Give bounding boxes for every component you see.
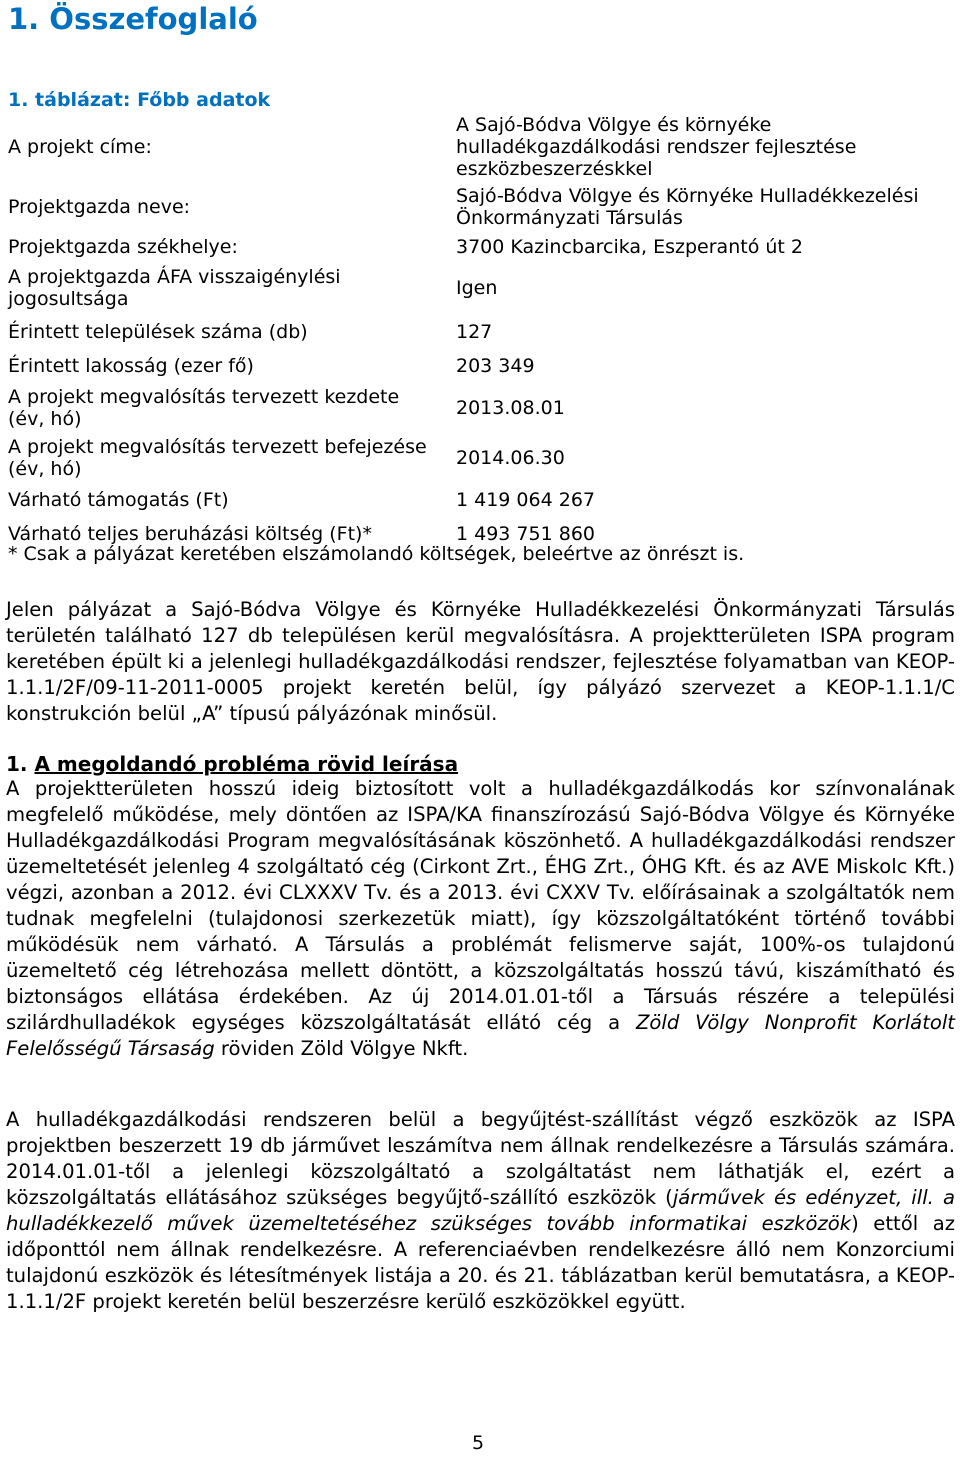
section-paragraph-2 [6, 1107, 955, 1315]
section-paragraph-1 [6, 776, 955, 1062]
row-value: Igen [456, 277, 498, 299]
row-value: 1 419 064 267 [456, 489, 596, 511]
row-label: Projektgazda neve: [8, 196, 191, 218]
row-label: Projektgazda székhelye: [8, 236, 238, 258]
italic-equipment-text: járművek és edényzet, ill. a hulladékkezelő művek üzemeltetéséhez szükséges tovább informatikai eszközök [6, 1186, 956, 1235]
page-number: 5 [472, 1432, 485, 1454]
table-row [8, 349, 958, 383]
section-title: A megoldandó probléma rövid leírása [34, 752, 459, 776]
row-label: Várható támogatás (Ft) [8, 489, 229, 511]
table-row [8, 261, 958, 315]
section-heading [6, 752, 458, 776]
row-value: 2013.08.01 [456, 397, 565, 419]
row-label: Várható teljes beruházási költség (Ft)* [8, 523, 372, 545]
section-number: 1. [6, 752, 28, 776]
page-title: 1. Összefoglaló [8, 2, 258, 36]
paragraph-text: ) ettől az időponttól nem állnak rendelkezésre. A referenciaévben rendelkezésre álló nem Konzorciumi tulajdonú eszközök és létesítmények listája a 20. és 21. táblázatban kerül bemutatásra, a KEOP-1.1.1/2F projekt keretén belül beszerzésre kerülő eszközökkel együtt. [6, 1212, 955, 1313]
row-label: A projekt megvalósítás tervezett befejezése (év, hó) [8, 436, 427, 480]
row-label: A projekt megvalósítás tervezett kezdete (év, hó) [8, 386, 400, 430]
table-row [8, 315, 958, 349]
row-value: Sajó-Bódva Völgye és Környéke Hulladékkezelési Önkormányzati Társulás [456, 185, 919, 229]
intro-paragraph: Jelen pályázat a Sajó-Bódva Völgye és Környéke Hulladékkezelési Önkormányzati Társulás területén található 127 db településen kerül megvalósításra. A projektterületen ISPA program keretében épült ki a jelenlegi hulladékgazdálkodási rendszer, fejlesztése folyamatban van KEOP-1.1.1/2F/09-11-2011-0005 projekt keretén belül, így pályázó szervezet a KEOP-1.1.1/C konstrukción belül „A” típusú pályázónak minősül. [6, 598, 955, 725]
row-value: 3700 Kazincbarcika, Eszperantó út 2 [456, 236, 803, 258]
paragraph-text: röviden Zöld Völgye Nkft. [214, 1037, 469, 1060]
row-label: Érintett lakosság (ezer fő) [8, 355, 254, 377]
row-value: A Sajó-Bódva Völgye és környéke hulladékgazdálkodási rendszer fejlesztése eszközbeszerzéskkel [456, 114, 857, 180]
row-label: A projektgazda ÁFA visszaigénylési jogosultsága [8, 266, 341, 310]
row-value: 1 493 751 860 [456, 523, 596, 545]
table-footnote: * Csak a pályázat keretében elszámolandó költségek, beleértve az önrészt is. [8, 543, 745, 565]
italic-company-name: Zöld Völgy Nonprofit Korlátolt Felelősségű Társaság [6, 1011, 955, 1060]
row-label: A projekt címe: [8, 136, 152, 158]
table-row [8, 113, 958, 181]
row-value: 203 349 [456, 355, 535, 377]
row-value: 127 [456, 321, 493, 343]
paragraph-text: A projektterületen hosszú ideig biztosított volt a hulladékgazdálkodás kor színvonalának megfelelő működése, mely döntően az ISPA/KA finanszírozású Sajó-Bódva Völgye és Környéke Hulladékgazdálkodási Program megvalósításának köszönhető. A hulladékgazdálkodási rendszer üzemeltetését jelenleg 4 szolgáltató cég (Cirkont Zrt., ÉHG Zrt., ÓHG Kft. és az AVE Miskolc Kft.) végzi, azonban a 2012. évi CLXXXV Tv. és a 2013. évi CXXV Tv. előírásainak a szolgáltatók nem tudnak megfelelni (tulajdonosi szerkezetük miatt), így közszolgáltatóként történő további működésük nem várható. A Társulás a problémát felismerve saját, 100%-os tulajdonú üzemeltető cég létrehozása mellett döntött, a közszolgáltatás hosszú távú, kiszámítható és biztonságos ellátása érdekében. Az új 2014.01.01-től a Társuás részére a települési szilárdhulladékok egységes közszolgáltatását ellátó cég a [6, 777, 955, 1034]
table-row [8, 433, 958, 483]
table-row [8, 483, 958, 517]
row-label: Érintett települések száma (db) [8, 321, 308, 343]
paragraph-text: A hulladékgazdálkodási rendszeren belül a begyűjtést-szállítást végző eszközök az ISPA projektben beszerzett 19 db járművet leszámítva nem állnak rendelkezésre a Társulás számára. 2014.01.01-től a jelenlegi közszolgáltató a szolgáltatást nem láthatják el, ezért a közszolgáltatás ellátásához szükséges begyűjtő-szállító eszközök ( [6, 1108, 955, 1209]
table-row [8, 181, 958, 233]
row-value: 2014.06.30 [456, 447, 565, 469]
table-caption: 1. táblázat: Főbb adatok [8, 89, 271, 111]
main-data-table [8, 113, 958, 551]
table-row [8, 383, 958, 433]
table-row [8, 233, 958, 261]
